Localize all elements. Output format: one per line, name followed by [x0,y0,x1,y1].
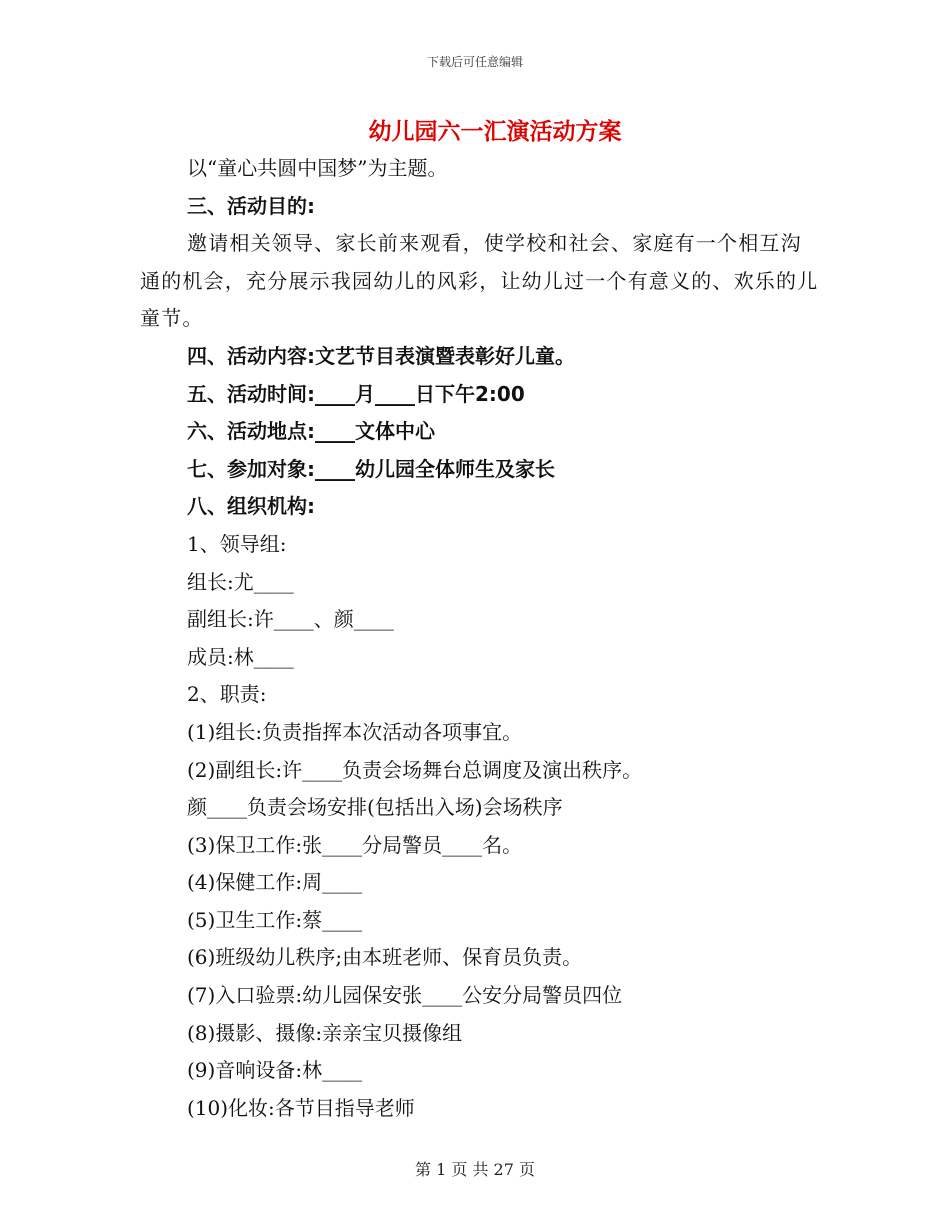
duty-2: (2)副组长:许____负责会场舞台总调度及演出秩序。 [187,757,643,782]
page-header-note: 下载后可任意编辑 [426,55,523,69]
theme-line: 以“童心共圆中国梦”为主题。 [187,156,448,180]
group-1-heading: 1、领导组: [187,531,287,556]
document-body [140,150,820,1127]
duty-4: (4)保健工作:周____ [187,870,363,895]
duty-8: (8)摄影、摄像:亲亲宝贝摄像组 [187,1020,463,1045]
duty-9: (9)音响设备:林____ [187,1058,363,1083]
duty-10: (10)化妆:各节目指导老师 [187,1095,415,1120]
section-3-heading: 三、活动目的: [187,193,315,218]
purpose-paragraph: 邀请相关领导、家长前来观看，使学校和社会、家庭有一个相互沟通的机会，充分展示我园幼儿的风彩，让幼儿过一个有意义的、欢乐的儿童节。 [140,231,819,331]
leader-line: 组长:尤____ [187,569,294,594]
section-7-heading: 七、参加对象:____幼儿园全体师生及家长 [187,456,555,481]
section-6-heading: 六、活动地点:____文体中心 [187,419,435,444]
vice-leader-line: 副组长:许____、颜____ [187,607,394,632]
page-number-footer: 第 1 页 共 27 页 [415,1160,535,1179]
duty-7: (7)入口验票:幼儿园保安张____公安分局警员四位 [187,983,623,1008]
section-8-heading: 八、组织机构: [187,494,315,519]
duty-1: (1)组长:负责指挥本次活动各项事宜。 [187,719,523,744]
member-line: 成员:林____ [187,644,294,669]
duty-5: (5)卫生工作:蔡____ [187,907,363,932]
duty-2-continued: 颜____负责会场安排(包括出入场)会场秩序 [187,795,563,820]
section-4-heading: 四、活动内容:文艺节目表演暨表彰好儿童。 [187,343,575,368]
section-5-heading: 五、活动时间:____月____日下午2:00 [187,381,525,406]
document-title: 幼儿园六一汇演活动方案 [368,119,622,145]
group-2-heading: 2、职责: [187,682,267,707]
duty-3: (3)保卫工作:张____分局警员____名。 [187,832,523,857]
duty-6: (6)班级幼儿秩序;由本班老师、保育员负责。 [187,945,583,970]
